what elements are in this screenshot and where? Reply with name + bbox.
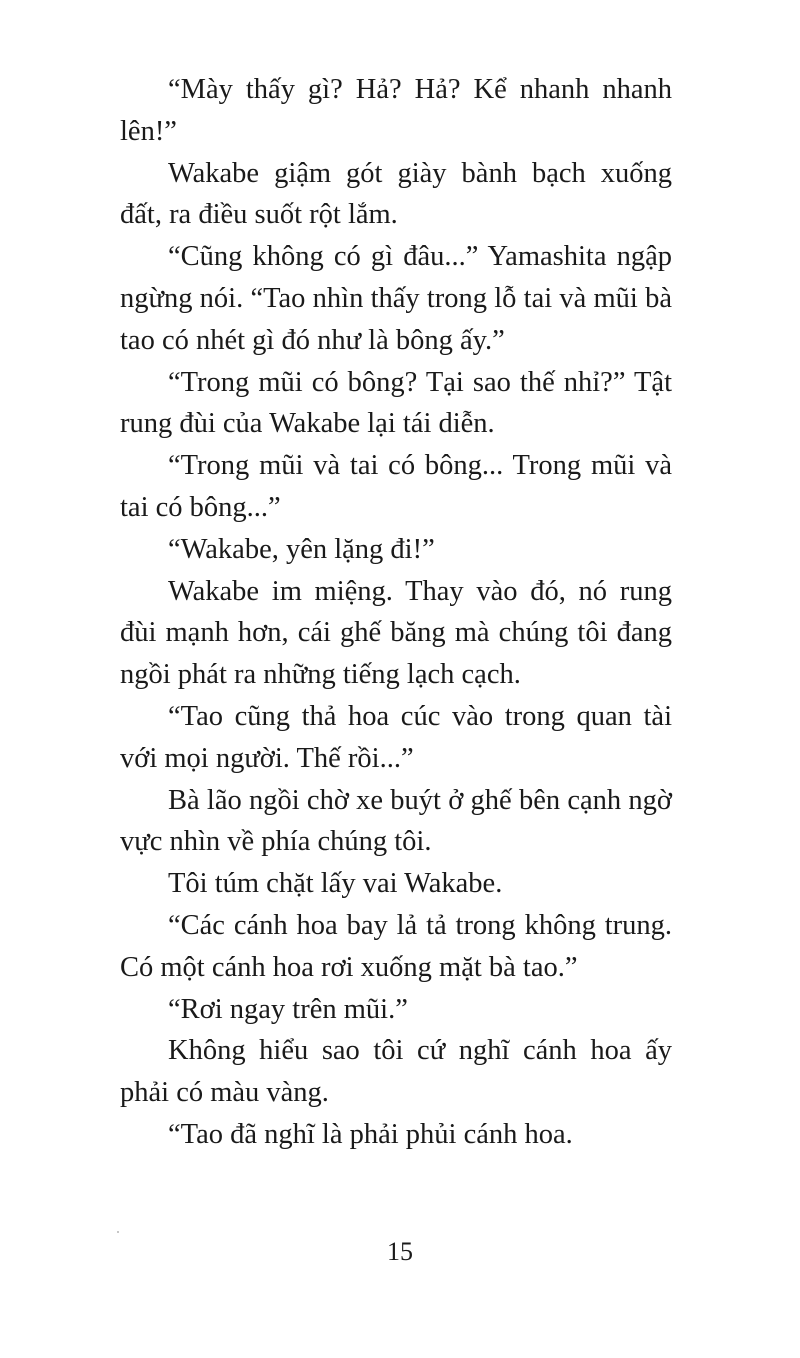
paragraph: “Rơi ngay trên mũi.” <box>168 993 408 1025</box>
paragraph: “Cũng không có gì đâu...” Yamashita ngập ngừng nói. “Tao nhìn thấy trong lỗ tai và mũi bà tao có nhét gì đó như là bông ấy.” <box>120 241 672 356</box>
paragraph: Tôi túm chặt lấy vai Wakabe. <box>168 868 503 900</box>
body-text <box>120 69 672 1156</box>
paragraph: Wakabe im miệng. Thay vào đó, nó rung đùi mạnh hơn, cái ghế băng mà chúng tôi đang ngồi phát ra những tiếng lạch cạch. <box>120 575 672 691</box>
paragraph: “Trong mũi có bông? Tại sao thế nhỉ?” Tật rung đùi của Wakabe lại tái diễn. <box>120 366 672 440</box>
paragraph: “Tao đã nghĩ là phải phủi cánh hoa. <box>168 1118 573 1150</box>
paragraph: “Mày thấy gì? Hả? Hả? Kể nhanh nhanh lên!” <box>120 74 672 147</box>
paragraph: Wakabe giậm gót giày bành bạch xuống đất, ra điều suốt rột lắm. <box>120 157 672 231</box>
print-speck <box>117 1231 119 1233</box>
paragraph: Bà lão ngồi chờ xe buýt ở ghế bên cạnh ngờ vực nhìn về phía chúng tôi. <box>120 784 672 858</box>
page-number: 15 <box>387 1237 413 1266</box>
paragraph: “Tao cũng thả hoa cúc vào trong quan tài với mọi người. Thế rồi...” <box>120 700 672 774</box>
paragraph: Không hiểu sao tôi cứ nghĩ cánh hoa ấy phải có màu vàng. <box>120 1035 672 1109</box>
paragraph: “Các cánh hoa bay lả tả trong không trung. Có một cánh hoa rơi xuống mặt bà tao.” <box>120 909 672 983</box>
paragraph: “Trong mũi và tai có bông... Trong mũi và tai có bông...” <box>120 450 672 523</box>
paragraph: “Wakabe, yên lặng đi!” <box>168 533 435 565</box>
